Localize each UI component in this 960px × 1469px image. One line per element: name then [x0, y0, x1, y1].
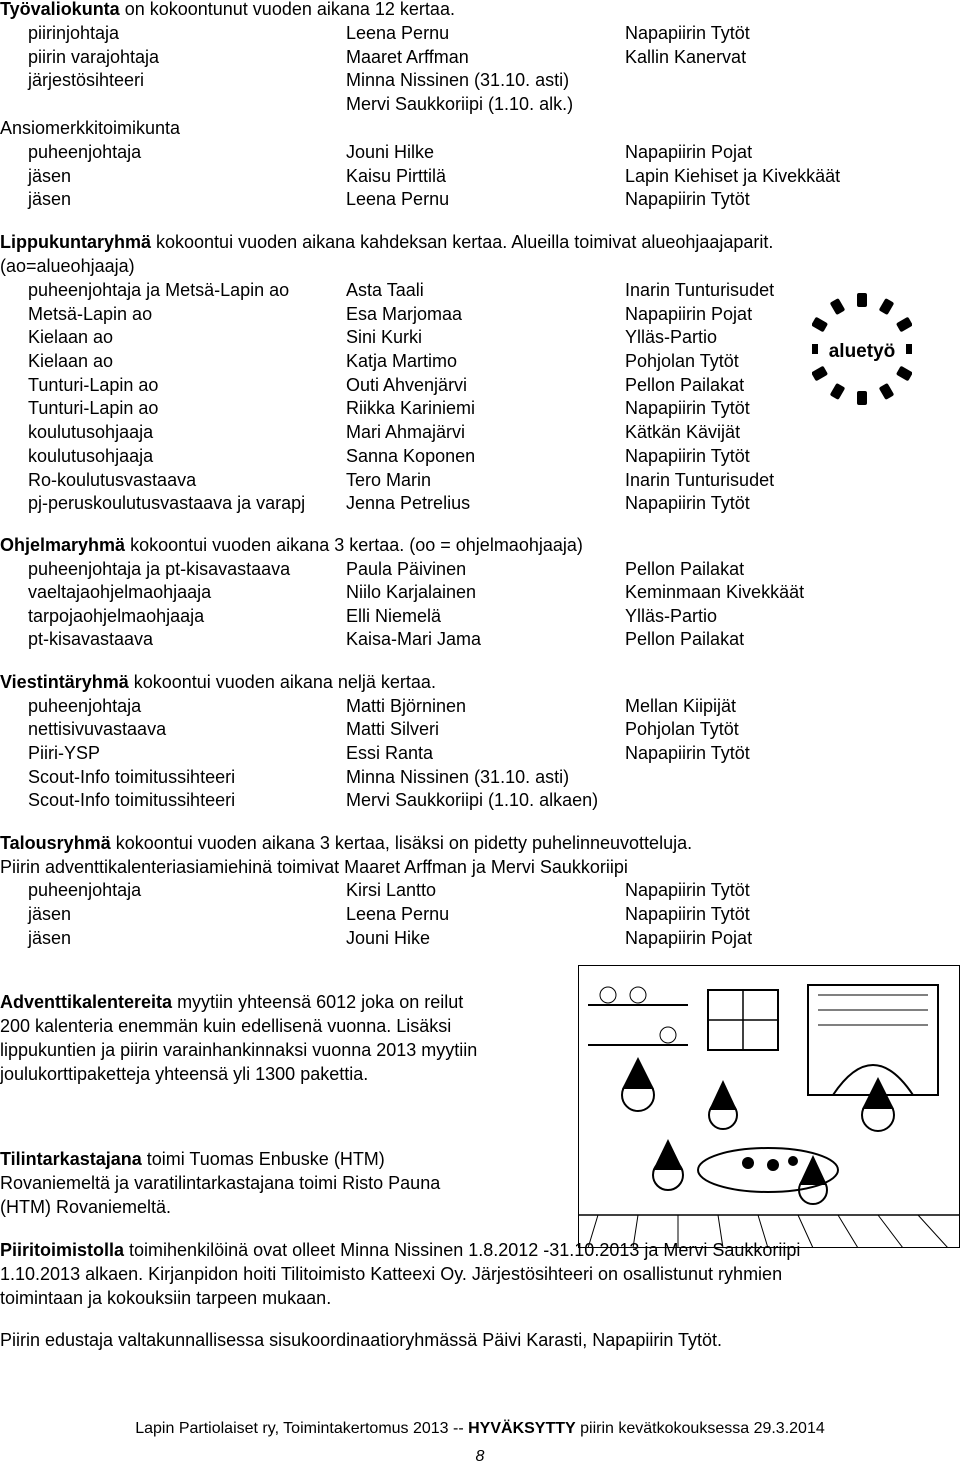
table-row — [0, 788, 960, 812]
name-cell: Mervi Saukkoriipi (1.10. alk.) — [346, 94, 574, 114]
role-cell: Kielaan ao — [28, 351, 114, 371]
group-cell: Napapiirin Pojat — [625, 928, 753, 948]
name-cell: Outi Ahvenjärvi — [346, 375, 468, 395]
footer-status: HYVÄKSYTTY — [468, 1420, 576, 1437]
adventti-text: myytiin yhteensä 6012 joka on reilut 200 kalenteria enemmän kuin edellisenä vuonna. Lisäksi lippukuntien ja piirin varainhankinnaksi vuonna 2013 myytiin joulukorttipaketteja yhteensä yli 1300 pakettia. — [0, 992, 478, 1084]
role-cell: puheenjohtaja — [28, 696, 142, 716]
name-cell: Sini Kurki — [346, 327, 423, 347]
role-cell: piirin varajohtaja — [28, 47, 160, 67]
name-cell: Leena Pernu — [346, 904, 450, 924]
name-cell: Kaisu Pirttilä — [346, 166, 447, 186]
lippukunta-intro2: (ao=alueohjaaja) — [0, 256, 135, 276]
name-cell: Mari Ahmajärvi — [346, 422, 466, 442]
table-row — [0, 92, 960, 116]
ohjelma-heading — [0, 533, 583, 557]
table-row — [0, 187, 960, 211]
aluetyo-logo — [812, 290, 912, 408]
group-cell: Napapiirin Tytöt — [625, 743, 750, 763]
piiritoimisto-paragraph — [0, 1238, 950, 1310]
tyovaliokunta-heading — [0, 0, 455, 21]
name-cell: Esa Marjomaa — [346, 304, 463, 324]
group-cell: Kallin Kanervat — [625, 47, 747, 67]
footer-right: piirin kevätkokouksessa 29.3.2014 — [575, 1420, 825, 1437]
role-cell: Scout-Info toimitussihteeri — [28, 767, 236, 787]
viestinta-heading — [0, 670, 436, 694]
piiritoimisto-text: toimihenkilöinä ovat olleet Minna Nissinen 1.8.2012 -31.10.2013 ja Mervi Saukkoriipi 1.10.2013 alkaen. Kirjanpidon hoiti Tilitoimisto Katteexi Oy. Järjestösihteeri on osallistunut ryhmien toimintaan ja kokouksiin tarpeen mukaan. — [0, 1240, 801, 1308]
table-row — [0, 444, 960, 468]
table-row — [0, 627, 960, 651]
role-cell: puheenjohtaja — [28, 142, 142, 162]
table-row — [0, 468, 960, 492]
name-cell: Elli Niemelä — [346, 606, 442, 626]
role-cell: nettisivuvastaava — [28, 719, 167, 739]
footer-left: Lapin Partiolaiset ry, Toimintakertomus 2013 -- — [135, 1420, 469, 1437]
name-cell: Paula Päivinen — [346, 559, 467, 579]
group-cell: Ylläs-Partio — [625, 606, 718, 626]
table-row — [0, 164, 960, 188]
group-cell: Pohjolan Tytöt — [625, 719, 739, 739]
tilintarkastaja-text: toimi Tuomas Enbuske (HTM) Rovaniemeltä ja varatilintarkastajana toimi Risto Pauna (HTM) Rovaniemeltä. — [0, 1149, 441, 1217]
group-cell: Pellon Pailakat — [625, 629, 745, 649]
role-cell: pt-kisavastaava — [28, 629, 154, 649]
table-row — [0, 21, 960, 45]
group-cell: Napapiirin Pojat — [625, 142, 753, 162]
name-cell: Leena Pernu — [346, 189, 450, 209]
lippukunta-title: Lippukuntaryhmä — [0, 232, 152, 252]
table-row — [0, 557, 960, 581]
role-cell: jäsen — [28, 166, 72, 186]
group-cell: Napapiirin Tytöt — [625, 493, 750, 513]
table-row — [0, 68, 960, 92]
name-cell: Asta Taali — [346, 280, 424, 300]
role-cell: puheenjohtaja ja Metsä-Lapin ao — [28, 280, 290, 300]
name-cell: Tero Marin — [346, 470, 432, 490]
name-cell: Maaret Arffman — [346, 47, 469, 67]
table-row — [0, 420, 960, 444]
name-cell: Minna Nissinen (31.10. asti) — [346, 767, 570, 787]
table-row — [0, 45, 960, 69]
role-cell: jäsen — [28, 928, 72, 948]
group-cell: Napapiirin Tytöt — [625, 904, 750, 924]
table-row — [0, 604, 960, 628]
group-cell: Inarin Tunturisudet — [625, 470, 775, 490]
name-cell: Kaisa-Mari Jama — [346, 629, 482, 649]
table-row — [0, 717, 960, 741]
table-row — [0, 694, 960, 718]
group-cell: Pellon Pailakat — [625, 375, 745, 395]
table-row — [0, 741, 960, 765]
name-cell: Jenna Petrelius — [346, 493, 471, 513]
christmas-elves-illustration — [578, 965, 960, 1248]
tyovaliokunta-title: Työvaliokunta — [0, 0, 120, 19]
name-cell: Kirsi Lantto — [346, 880, 437, 900]
role-cell: pj-peruskoulutusvastaava ja varapj — [28, 493, 306, 513]
name-cell: Matti Silveri — [346, 719, 440, 739]
adventti-title: Adventtikalentereita — [0, 992, 173, 1012]
group-cell: Napapiirin Tytöt — [625, 23, 750, 43]
role-cell: tarpojaohjelmaohjaaja — [28, 606, 205, 626]
name-cell: Essi Ranta — [346, 743, 434, 763]
role-cell: koulutusohjaaja — [28, 422, 154, 442]
table-row — [0, 902, 960, 926]
name-cell: Sanna Koponen — [346, 446, 476, 466]
talous-intro2: Piirin adventtikalenteriasiamiehinä toimivat Maaret Arffman ja Mervi Saukkoriipi — [0, 857, 628, 877]
group-cell: Napapiirin Tytöt — [625, 446, 750, 466]
group-cell: Pellon Pailakat — [625, 559, 745, 579]
group-cell: Keminmaan Kivekkäät — [625, 582, 805, 602]
name-cell: Matti Björninen — [346, 696, 467, 716]
role-cell: järjestösihteeri — [28, 70, 145, 90]
role-cell: jäsen — [28, 904, 72, 924]
ansiomerkki-title: Ansiomerkkitoimikunta — [0, 118, 181, 138]
lippukunta-intro: kokoontui vuoden aikana kahdeksan kertaa. Alueilla toimivat alueohjaajaparit. — [151, 232, 774, 252]
talous-title: Talousryhmä — [0, 833, 111, 853]
role-cell: puheenjohtaja — [28, 880, 142, 900]
role-cell: vaeltajaohjelmaohjaaja — [28, 582, 212, 602]
tilintarkastaja-title: Tilintarkastajana — [0, 1149, 142, 1169]
name-cell: Mervi Saukkoriipi (1.10. alkaen) — [346, 790, 599, 810]
tilintarkastaja-paragraph — [0, 1147, 570, 1219]
group-cell: Ylläs-Partio — [625, 327, 718, 347]
role-cell: Scout-Info toimitussihteeri — [28, 790, 236, 810]
piiritoimisto-title: Piiritoimistolla — [0, 1240, 125, 1260]
role-cell: jäsen — [28, 189, 72, 209]
role-cell: koulutusohjaaja — [28, 446, 154, 466]
role-cell: piirinjohtaja — [28, 23, 120, 43]
group-cell: Lapin Kiehiset ja Kivekkäät — [625, 166, 841, 186]
name-cell: Minna Nissinen (31.10. asti) — [346, 70, 570, 90]
aluetyo-logo-graphic — [812, 290, 912, 408]
name-cell: Leena Pernu — [346, 23, 450, 43]
role-cell: Tunturi-Lapin ao — [28, 375, 159, 395]
page-footer — [0, 1417, 960, 1441]
group-cell: Napapiirin Pojat — [625, 304, 753, 324]
viestinta-intro: kokoontui vuoden aikana neljä kertaa. — [128, 672, 436, 692]
table-row — [0, 926, 960, 950]
viestinta-title: Viestintäryhmä — [0, 672, 129, 692]
page-number: 8 — [475, 1448, 485, 1465]
illustration-graphic — [578, 965, 960, 1248]
lippukunta-heading — [0, 230, 773, 254]
name-cell: Niilo Karjalainen — [346, 582, 477, 602]
group-cell: Kätkän Kävijät — [625, 422, 741, 442]
tyovaliokunta-intro: on kokoontunut vuoden aikana 12 kertaa. — [119, 0, 455, 19]
table-row — [0, 491, 960, 515]
group-cell: Napapiirin Tytöt — [625, 880, 750, 900]
group-cell: Napapiirin Tytöt — [625, 189, 750, 209]
adventti-paragraph — [0, 990, 570, 1086]
name-cell: Jouni Hike — [346, 928, 431, 948]
group-cell: Napapiirin Tytöt — [625, 398, 750, 418]
talous-heading — [0, 831, 692, 855]
role-cell: Piiri-YSP — [28, 743, 101, 763]
role-cell: Kielaan ao — [28, 327, 114, 347]
group-cell: Inarin Tunturisudet — [625, 280, 775, 300]
role-cell: puheenjohtaja ja pt-kisavastaava — [28, 559, 291, 579]
edustaja-text: Piirin edustaja valtakunnallisessa sisukoordinaatioryhmässä Päivi Karasti, Napapiirin Tytöt. — [0, 1330, 723, 1350]
table-row — [0, 765, 960, 789]
name-cell: Katja Martimo — [346, 351, 458, 371]
ohjelma-title: Ohjelmaryhmä — [0, 535, 126, 555]
name-cell: Jouni Hilke — [346, 142, 435, 162]
table-row — [0, 878, 960, 902]
table-row — [0, 580, 960, 604]
name-cell: Riikka Kariniemi — [346, 398, 476, 418]
role-cell: Metsä-Lapin ao — [28, 304, 153, 324]
ohjelma-intro: kokoontui vuoden aikana 3 kertaa. (oo = ohjelmaohjaaja) — [125, 535, 583, 555]
role-cell: Ro-koulutusvastaava — [28, 470, 197, 490]
logo-text: aluetyö — [828, 341, 896, 362]
group-cell: Mellan Kiipijät — [625, 696, 737, 716]
table-row — [0, 140, 960, 164]
group-cell: Pohjolan Tytöt — [625, 351, 739, 371]
role-cell: Tunturi-Lapin ao — [28, 398, 159, 418]
talous-intro: kokoontui vuoden aikana 3 kertaa, lisäksi on pidetty puhelinneuvotteluja. — [110, 833, 693, 853]
